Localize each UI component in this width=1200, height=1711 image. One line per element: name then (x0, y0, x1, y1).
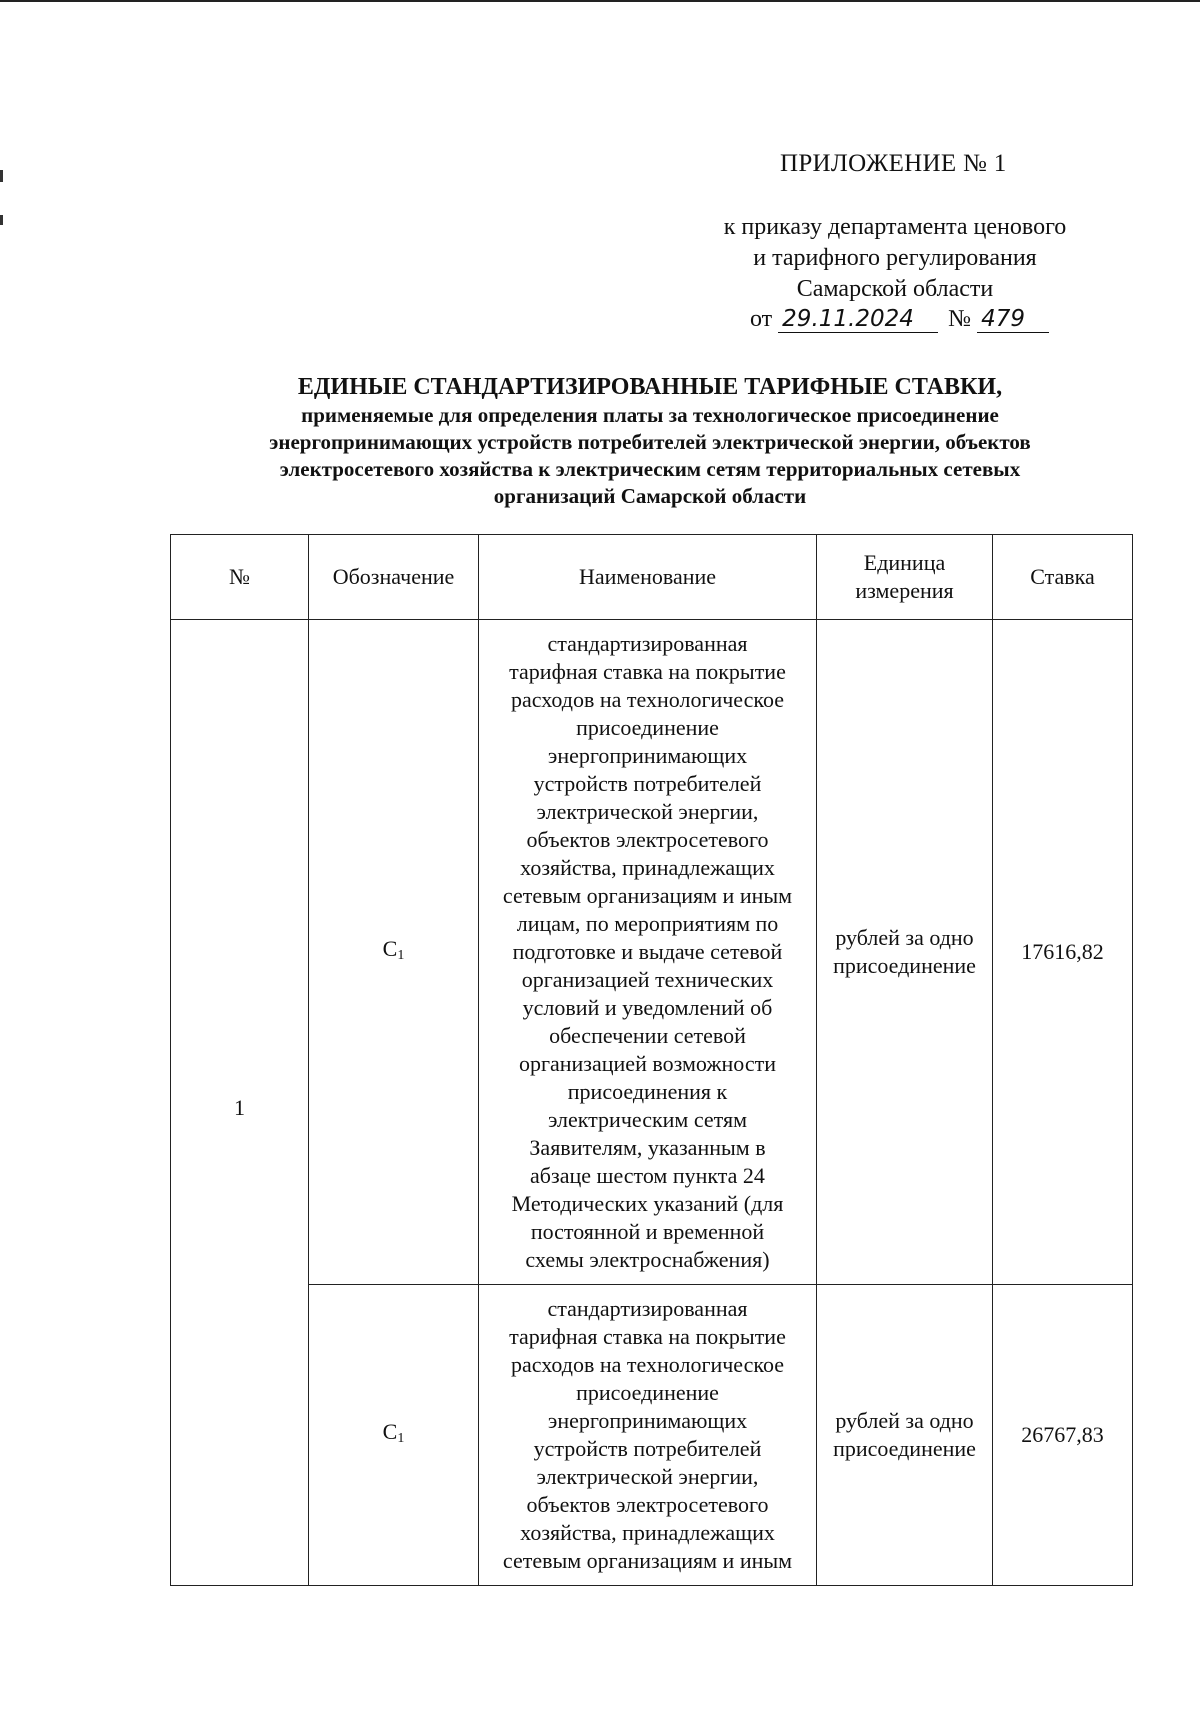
description-line: подготовке и выдаче сетевой (512, 939, 783, 964)
handwritten-date: 29.11.2024 (778, 306, 938, 333)
designation-symbol: C (382, 1418, 398, 1444)
description-line: хозяйства, принадлежащих (520, 855, 775, 880)
header-designation: Обозначение (309, 535, 479, 620)
description-line: лицам, по мероприятиям по (516, 911, 779, 936)
description-line: расходов на технологическое (511, 1352, 784, 1377)
description-line: электрической энергии, (536, 1464, 759, 1489)
description-line: тарифная ставка на покрытие (509, 1324, 786, 1349)
description-line: Заявителям, указанным в (529, 1135, 766, 1160)
description-line: присоединения к (567, 1079, 728, 1104)
order-reference-line: Самарской области (796, 276, 994, 302)
header-rate: Ставка (993, 535, 1133, 620)
description-line: сетевым организациям и иным (502, 883, 793, 908)
description-line: тарифная ставка на покрытие (509, 659, 786, 684)
heading-subtitle-line: энергопринимающих устройств потребителей электрической энергии, объектов (269, 430, 1031, 454)
description-line: абзаце шестом пункта 24 (530, 1163, 765, 1188)
description-cell (479, 620, 817, 1285)
order-date-number (750, 306, 1049, 333)
appendix-title: ПРИЛОЖЕНИЕ № 1 (780, 150, 1007, 177)
description-line: хозяйства, принадлежащих (520, 1520, 775, 1545)
order-reference-line: и тарифного регулирования (753, 245, 1037, 271)
header-unit-line: Единица (863, 550, 946, 575)
unit-line: рублей за одно (835, 1408, 974, 1433)
description-line: обеспечении сетевой (549, 1023, 746, 1048)
row-number-cell: 1 (171, 620, 309, 1586)
designation-subscript: 1 (397, 1430, 405, 1446)
description-line: устройств потребителей (533, 1436, 762, 1461)
rate-cell: 26767,83 (993, 1285, 1133, 1586)
order-reference (660, 212, 1130, 305)
document-heading (210, 372, 1090, 510)
description-line: объектов электросетевого (526, 827, 769, 852)
tariff-rates-table (170, 534, 1133, 1586)
heading-subtitle-line: электросетевого хозяйства к электрическим сетям территориальных сетевых (279, 457, 1021, 481)
scan-artifact-mark (0, 215, 3, 225)
description-line: электрической энергии, (536, 799, 759, 824)
header-unit (817, 535, 993, 620)
description-line: условий и уведомлений об (522, 995, 773, 1020)
description-line: электрическим сетям (547, 1107, 748, 1132)
designation-cell (309, 1285, 479, 1586)
description-line: постоянной и временной (530, 1219, 765, 1244)
table-row (171, 1285, 1133, 1586)
date-prefix: от (750, 306, 773, 332)
description-line: стандартизированная (547, 631, 748, 656)
description-line: расходов на технологическое (511, 687, 784, 712)
header-name: Наименование (479, 535, 817, 620)
heading-subtitle-line: организаций Самарской области (493, 484, 807, 508)
description-line: организацией технических (521, 967, 774, 992)
description-line: энергопринимающих (547, 1408, 748, 1433)
unit-cell (817, 620, 993, 1285)
header-unit-line: измерения (855, 578, 954, 603)
description-cell (479, 1285, 817, 1586)
number-label: № (948, 306, 972, 332)
description-line: присоединение (576, 1380, 719, 1405)
description-line: организацией возможности (518, 1051, 777, 1076)
scan-artifact-mark (0, 170, 3, 182)
heading-subtitle-line: применяемые для определения платы за технологическое присоединение (301, 403, 999, 427)
order-reference-line: к приказу департамента ценового (723, 214, 1067, 240)
description-line: схемы электроснабжения) (525, 1247, 770, 1272)
table-header-row (171, 535, 1133, 620)
designation-cell (309, 620, 479, 1285)
unit-line: присоединение (833, 953, 976, 978)
description-line: объектов электросетевого (526, 1492, 769, 1517)
description-line: стандартизированная (547, 1296, 748, 1321)
rate-cell: 17616,82 (993, 620, 1133, 1285)
unit-line: рублей за одно (835, 925, 974, 950)
header-num: № (171, 535, 309, 620)
description-line: сетевым организациям и иным (502, 1548, 793, 1573)
description-line: энергопринимающих (547, 743, 748, 768)
unit-cell (817, 1285, 993, 1586)
page-top-border (0, 0, 1200, 2)
table-row (171, 620, 1133, 1285)
designation-symbol: C (382, 935, 398, 961)
heading-title: ЕДИНЫЕ СТАНДАРТИЗИРОВАННЫЕ ТАРИФНЫЕ СТАВКИ, (297, 374, 1003, 400)
handwritten-number: 479 (977, 306, 1049, 333)
unit-line: присоединение (833, 1436, 976, 1461)
designation-subscript: 1 (397, 947, 405, 963)
description-line: Методических указаний (для (511, 1191, 784, 1216)
description-line: устройств потребителей (533, 771, 762, 796)
description-line: присоединение (576, 715, 719, 740)
